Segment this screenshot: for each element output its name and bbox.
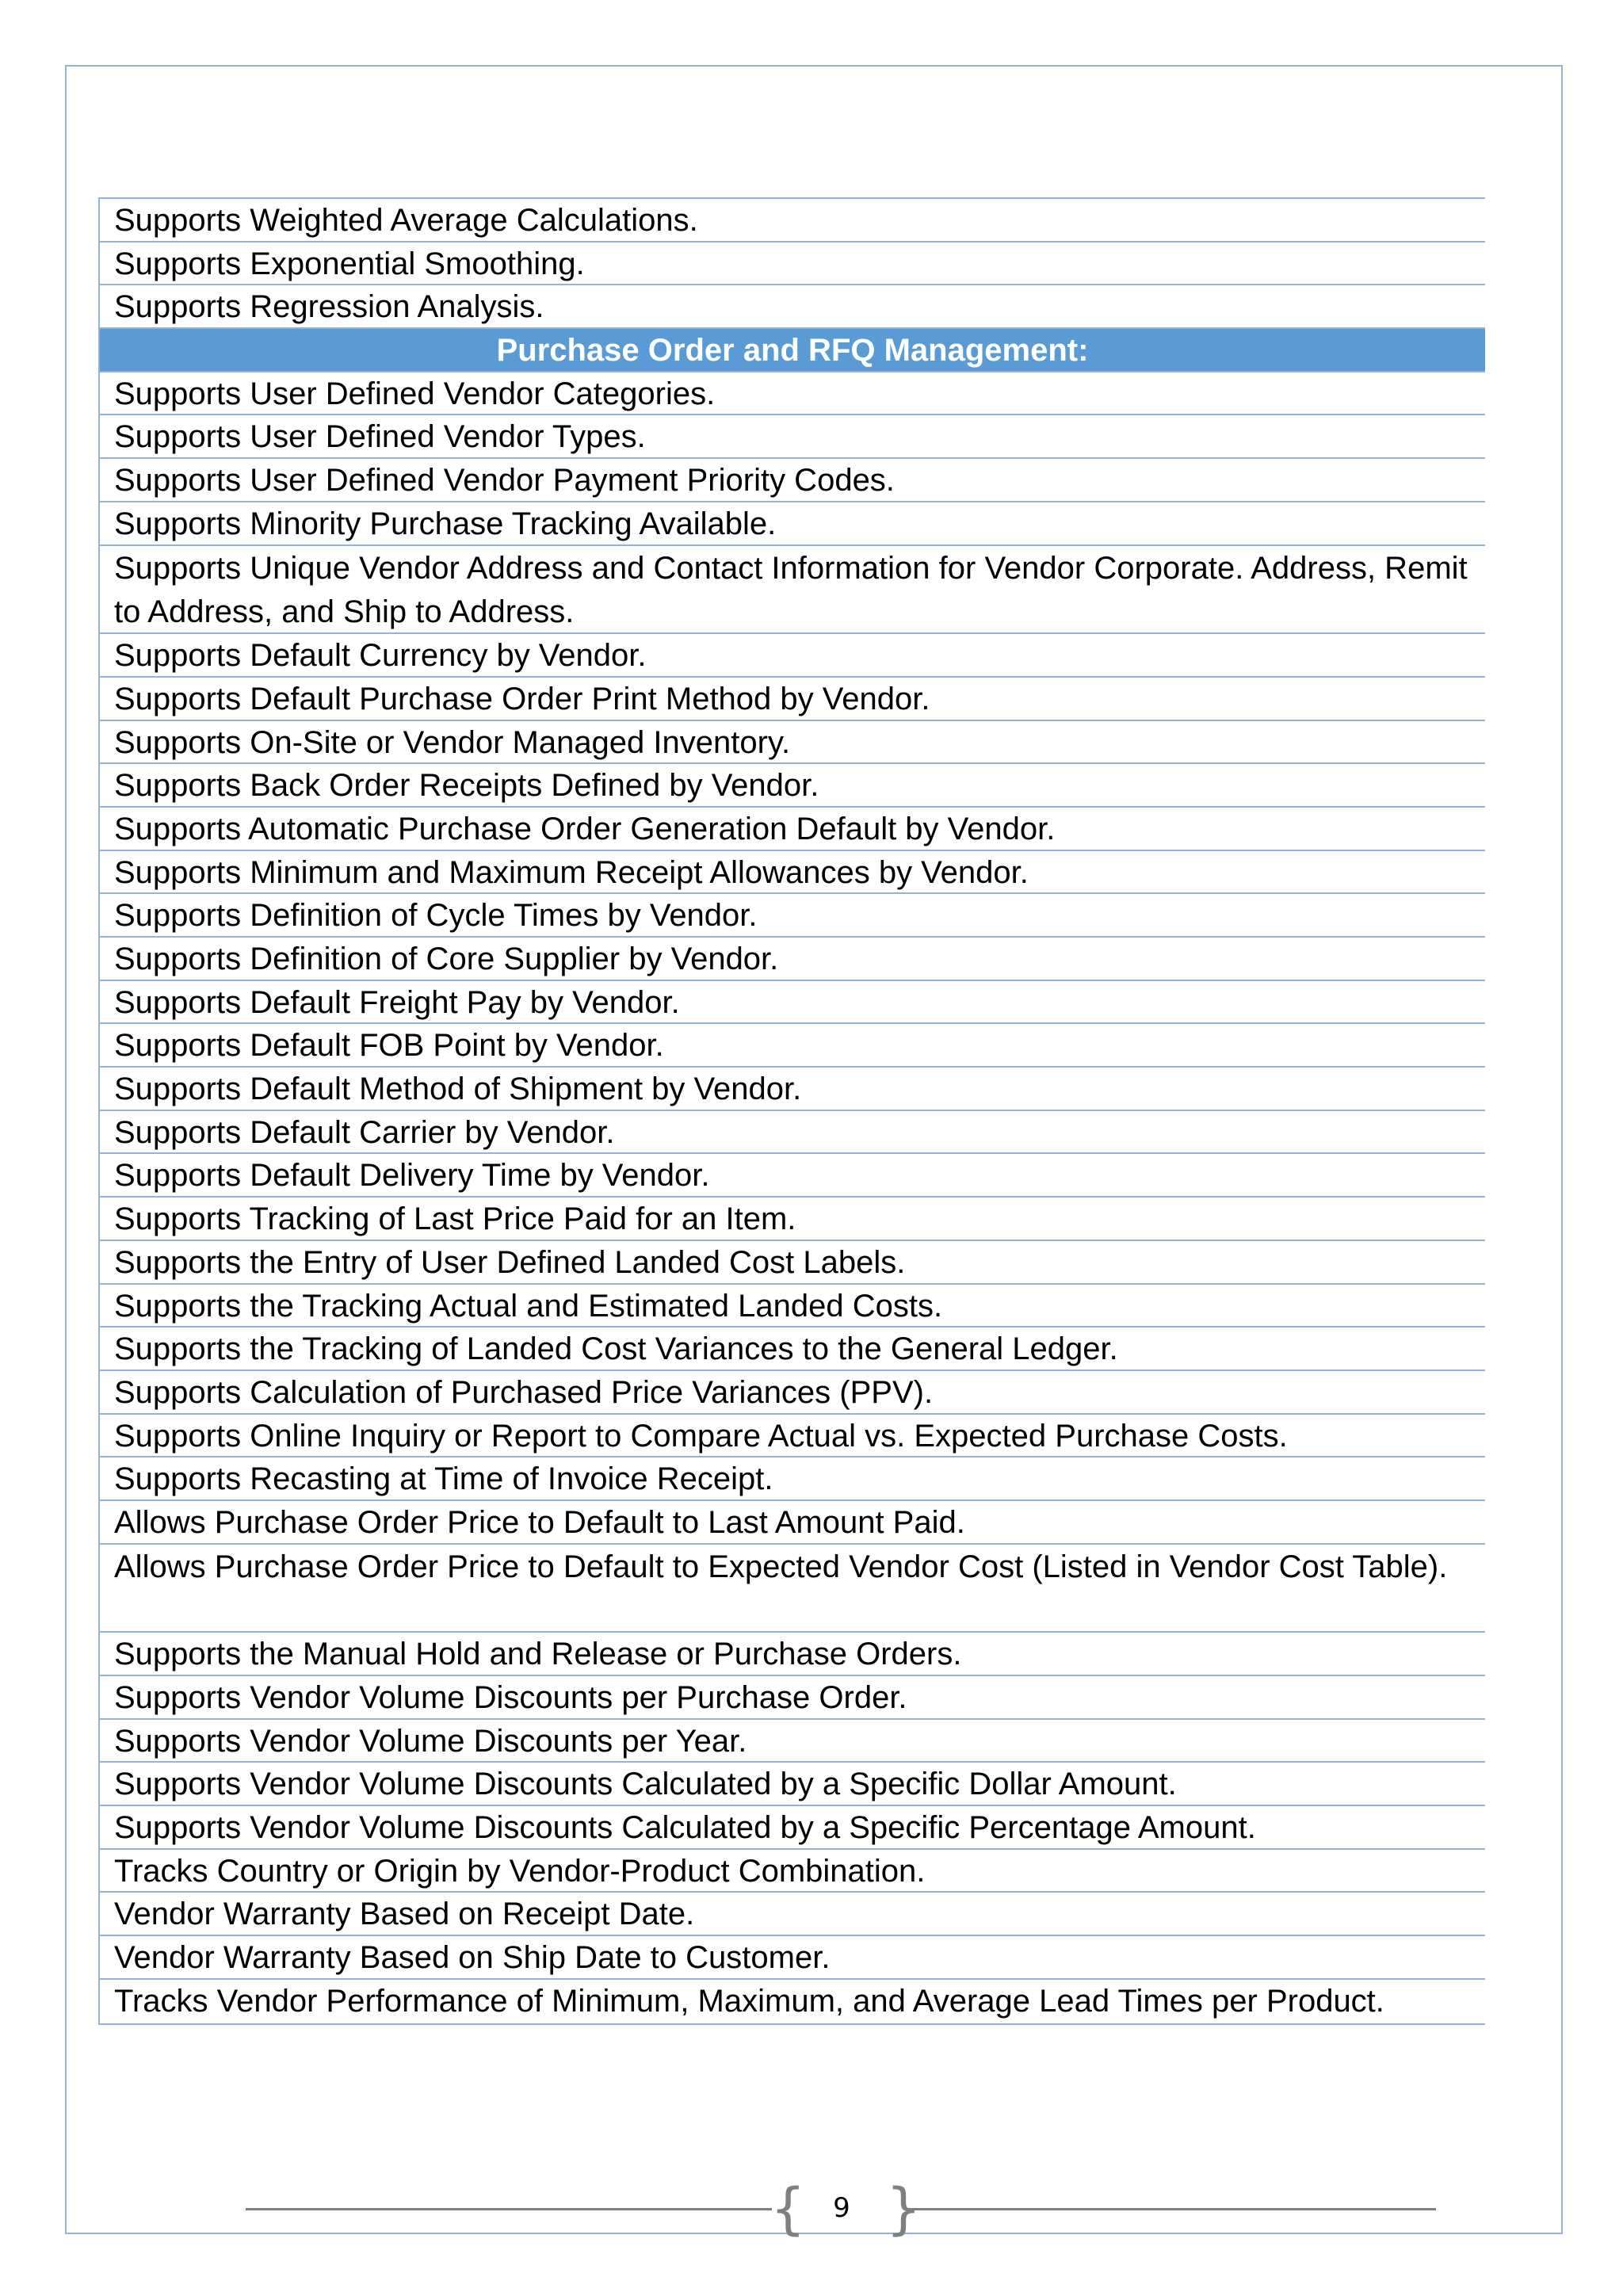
section-header: Purchase Order and RFQ Management: — [100, 329, 1485, 372]
table-row: Supports User Defined Vendor Payment Priority Codes. — [100, 459, 1485, 502]
table-row: Supports the Entry of User Defined Landed Cost Labels. — [100, 1241, 1485, 1285]
table-row: Tracks Vendor Performance of Minimum, Maximum, and Average Lead Times per Product. — [114, 1983, 1384, 2019]
page-number: 9 — [833, 2192, 850, 2224]
table-row: Supports the Tracking Actual and Estimated Landed Costs. — [100, 1285, 1485, 1328]
table-row: Supports Default Carrier by Vendor. — [100, 1111, 1485, 1155]
table-row: Supports Default Method of Shipment by Vendor. — [100, 1068, 1485, 1111]
table-row: Supports User Defined Vendor Categories. — [100, 372, 1485, 416]
table-row: Supports Weighted Average Calculations. — [100, 199, 1485, 243]
table-row: Supports Calculation of Purchased Price Variances (PPV). — [100, 1371, 1485, 1415]
table-row: Vendor Warranty Based on Ship Date to Customer. — [100, 1936, 1485, 1980]
table-row: Supports Vendor Volume Discounts per Purchase Order. — [100, 1676, 1485, 1720]
table-row: Supports Minority Purchase Tracking Available. — [100, 502, 1485, 546]
table-row: Supports Definition of Cycle Times by Vendor. — [100, 894, 1485, 938]
table-row: Supports Automatic Purchase Order Generation Default by Vendor. — [100, 808, 1485, 851]
footer-rule-left — [246, 2208, 772, 2210]
table-row: Supports Default Freight Pay by Vendor. — [100, 981, 1485, 1025]
table-row: Supports Exponential Smoothing. — [100, 243, 1485, 286]
table-row: Supports Unique Vendor Address and Contact Information for Vendor Corporate. Address, Remit to Address, and Ship to Address. — [100, 546, 1485, 635]
table-row: Supports Minimum and Maximum Receipt Allowances by Vendor. — [100, 851, 1485, 895]
table-row: Supports Vendor Volume Discounts Calculated by a Specific Dollar Amount. — [100, 1763, 1485, 1806]
table-row: Allows Purchase Order Price to Default to Last Amount Paid. — [100, 1501, 1485, 1545]
table-row: Supports Online Inquiry or Report to Compare Actual vs. Expected Purchase Costs. — [100, 1415, 1485, 1458]
requirements-table — [98, 197, 1485, 2025]
table-row: Supports the Manual Hold and Release or Purchase Orders. — [100, 1633, 1485, 1676]
footer-rule-right — [905, 2208, 1436, 2210]
table-row: Supports Vendor Volume Discounts per Year. — [100, 1720, 1485, 1763]
table-row: Supports Default Delivery Time by Vendor. — [100, 1154, 1485, 1198]
table-row: Supports Regression Analysis. — [100, 285, 1485, 329]
table-row: Allows Purchase Order Price to Default to Expected Vendor Cost (Listed in Vendor Cost Table). — [100, 1545, 1485, 1633]
table-row: Supports Definition of Core Supplier by Vendor. — [100, 938, 1485, 981]
table-row: Supports Default Currency by Vendor. — [100, 634, 1485, 678]
footer-bracket-right: } — [886, 2176, 922, 2241]
table-row: Supports Recasting at Time of Invoice Receipt. — [100, 1457, 1485, 1501]
table-row: Supports Default FOB Point by Vendor. — [100, 1024, 1485, 1068]
table-row: Supports User Defined Vendor Types. — [100, 415, 1485, 459]
table-row: Supports Vendor Volume Discounts Calculated by a Specific Percentage Amount. — [100, 1806, 1485, 1850]
table-row: Vendor Warranty Based on Receipt Date. — [100, 1893, 1485, 1936]
table-row: Supports On-Site or Vendor Managed Inventory. — [100, 721, 1485, 765]
table-row: Supports Default Purchase Order Print Method by Vendor. — [100, 678, 1485, 721]
table-row: Supports the Tracking of Landed Cost Variances to the General Ledger. — [100, 1328, 1485, 1371]
table-row: Supports Tracking of Last Price Paid for an Item. — [100, 1198, 1485, 1241]
table-row: Tracks Country or Origin by Vendor-Product Combination. — [100, 1850, 1485, 1893]
footer-bracket-left: { — [770, 2176, 806, 2241]
table-row: Supports Back Order Receipts Defined by Vendor. — [100, 764, 1485, 808]
